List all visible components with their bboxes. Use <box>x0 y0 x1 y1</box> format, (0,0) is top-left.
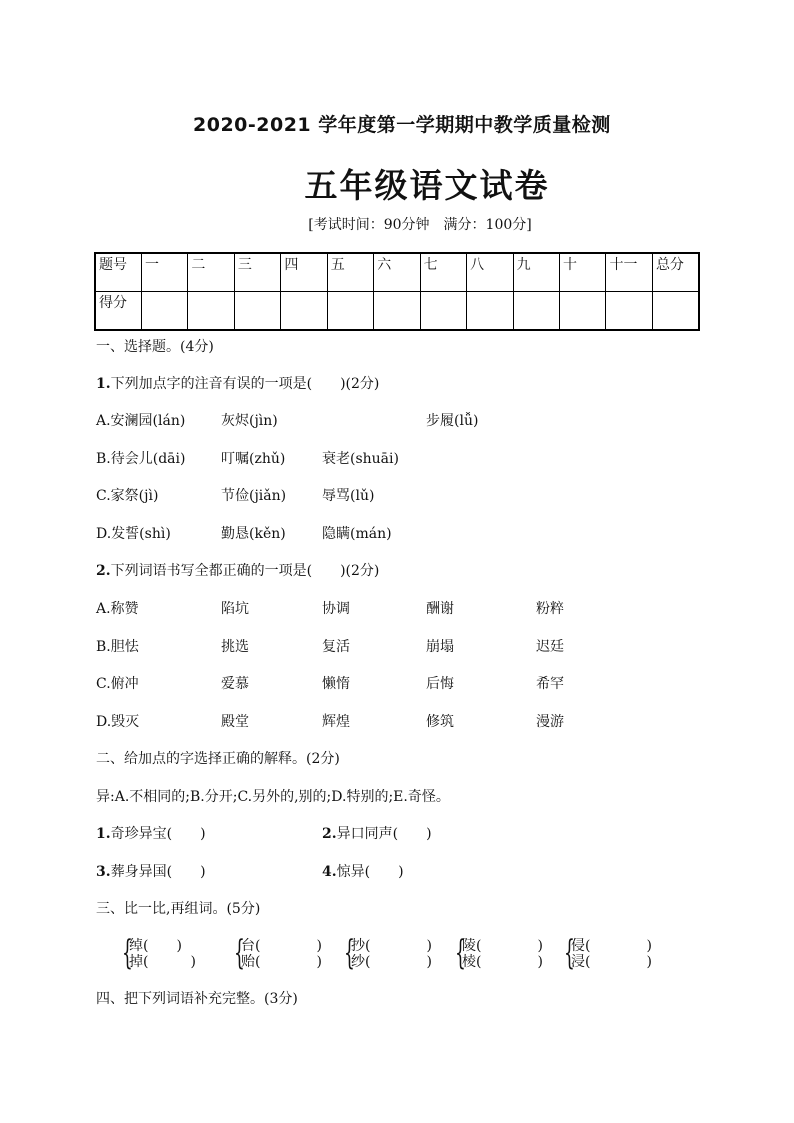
brace-icon: { <box>234 933 245 973</box>
char-pair-bottom: 纱( ) <box>351 954 432 970</box>
item-number: 4. <box>322 864 337 880</box>
option-word: 爱慕 <box>221 676 249 692</box>
score-table-column: 二 <box>188 253 234 292</box>
item-text: 葬身异国( ) <box>110 864 206 880</box>
option-word: 后悔 <box>426 676 454 692</box>
option-d-word3: 隐瞒(mán) <box>322 526 392 542</box>
score-table-score-row <box>95 292 699 331</box>
option-word: 辉煌 <box>322 714 350 730</box>
score-table-column: 一 <box>141 253 187 292</box>
char-pair-top: 绰( ) <box>129 938 182 954</box>
score-table-column: 十一 <box>606 253 652 292</box>
option-a-word2: 灰烬(jìn) <box>221 413 278 429</box>
score-table <box>94 252 700 331</box>
option-word: 复活 <box>322 639 350 655</box>
score-table-row-header: 得分 <box>95 292 141 331</box>
exam-subtitle: 五年级语文试卷 <box>304 166 550 205</box>
score-cell[interactable] <box>467 292 513 331</box>
score-table-column: 三 <box>234 253 280 292</box>
item-text: 异口同声( ) <box>336 826 432 842</box>
option-b-word1: B.待会儿(dāi) <box>96 451 186 467</box>
section4-heading: 四、把下列词语补充完整。(3分) <box>96 991 298 1007</box>
brace-icon: { <box>344 933 355 973</box>
score-table-column: 十 <box>560 253 606 292</box>
section2-item-2 <box>322 823 432 843</box>
char-pair <box>351 938 432 970</box>
score-cell[interactable] <box>420 292 466 331</box>
option-word: A.称赞 <box>96 601 139 617</box>
score-cell[interactable] <box>513 292 559 331</box>
item-number: 2. <box>322 826 337 842</box>
option-c-word1: C.家祭(jì) <box>96 488 159 504</box>
question-2 <box>96 560 379 580</box>
section2-item-1 <box>96 823 206 843</box>
option-word: D.毁灭 <box>96 714 140 730</box>
section1-heading: 一、选择题。(4分) <box>96 339 214 355</box>
option-b-word3: 衰老(shuāi) <box>322 451 399 467</box>
score-cell[interactable] <box>652 292 699 331</box>
section3-heading: 三、比一比,再组词。(5分) <box>96 901 261 917</box>
option-word: 漫游 <box>536 714 564 730</box>
exam-title: 2020-2021 学年度第一学期期中教学质量检测 <box>193 114 611 136</box>
brace-icon: { <box>455 933 466 973</box>
char-pair-top: 陵( ) <box>462 938 543 954</box>
char-pair-top: 侵( ) <box>571 938 652 954</box>
score-table-column: 九 <box>513 253 559 292</box>
score-cell[interactable] <box>374 292 420 331</box>
question-text: 下列加点字的注音有误的一项是( )(2分) <box>110 376 380 392</box>
option-word: 挑选 <box>221 639 249 655</box>
score-cell[interactable] <box>188 292 234 331</box>
option-a-word3: 步履(lǚ) <box>426 413 479 429</box>
section2-item-3 <box>96 861 206 881</box>
option-c-word2: 节俭(jiǎn) <box>221 488 287 504</box>
char-pair-bottom: 棱( ) <box>462 954 543 970</box>
score-cell[interactable] <box>234 292 280 331</box>
score-cell[interactable] <box>606 292 652 331</box>
char-pair-top: 台( ) <box>241 938 322 954</box>
item-text: 奇珍异宝( ) <box>110 826 206 842</box>
brace-icon: { <box>122 933 133 973</box>
score-cell[interactable] <box>327 292 373 331</box>
char-pair-bottom: 贻( ) <box>241 954 322 970</box>
section2-heading: 二、给加点的字选择正确的解释。(2分) <box>96 751 340 767</box>
char-pair-bottom: 浸( ) <box>571 954 652 970</box>
item-number: 1. <box>96 826 111 842</box>
score-cell[interactable] <box>281 292 327 331</box>
option-word: 迟廷 <box>536 639 564 655</box>
option-word: 粉粹 <box>536 601 564 617</box>
char-pair <box>462 938 543 970</box>
option-word: 懒惰 <box>322 676 350 692</box>
option-word: 希罕 <box>536 676 564 692</box>
option-word: 酬谢 <box>426 601 454 617</box>
item-text: 惊异( ) <box>336 864 404 880</box>
score-table-column: 四 <box>281 253 327 292</box>
score-table-header-row <box>95 253 699 292</box>
char-pair <box>241 938 322 970</box>
question-number: 1. <box>96 376 111 392</box>
option-word: 修筑 <box>426 714 454 730</box>
option-word: 协调 <box>322 601 350 617</box>
exam-info: [考试时间：90分钟 满分：100分] <box>308 217 532 233</box>
char-pair <box>129 938 196 970</box>
option-d-word2: 勤恳(kěn) <box>221 526 286 542</box>
option-word: C.俯冲 <box>96 676 139 692</box>
score-cell[interactable] <box>141 292 187 331</box>
option-a-word1: A.安澜园(lán) <box>96 413 186 429</box>
score-table-column: 总分 <box>652 253 699 292</box>
char-pair-bottom: 掉( ) <box>129 954 196 970</box>
score-table-column: 七 <box>420 253 466 292</box>
option-d-word1: D.发誓(shì) <box>96 526 171 542</box>
score-cell[interactable] <box>560 292 606 331</box>
option-b-word2: 叮嘱(zhǔ) <box>221 451 286 467</box>
char-pair-top: 抄( ) <box>351 938 432 954</box>
score-table-row-header: 题号 <box>95 253 141 292</box>
section2-item-4 <box>322 861 404 881</box>
option-word: B.胆怯 <box>96 639 139 655</box>
brace-icon: { <box>564 933 575 973</box>
question-number: 2. <box>96 563 111 579</box>
question-text: 下列词语书写全都正确的一项是( )(2分) <box>110 563 380 579</box>
item-number: 3. <box>96 864 111 880</box>
option-word: 殿堂 <box>221 714 249 730</box>
option-word: 崩塌 <box>426 639 454 655</box>
score-table-column: 五 <box>327 253 373 292</box>
char-pair <box>571 938 652 970</box>
score-table-column: 八 <box>467 253 513 292</box>
score-table-column: 六 <box>374 253 420 292</box>
option-c-word3: 辱骂(lǔ) <box>322 488 375 504</box>
definition-line: 异:A.不相同的;B.分开;C.另外的,别的;D.特别的;E.奇怪。 <box>96 789 450 805</box>
question-1 <box>96 373 379 393</box>
option-word: 陷坑 <box>221 601 249 617</box>
